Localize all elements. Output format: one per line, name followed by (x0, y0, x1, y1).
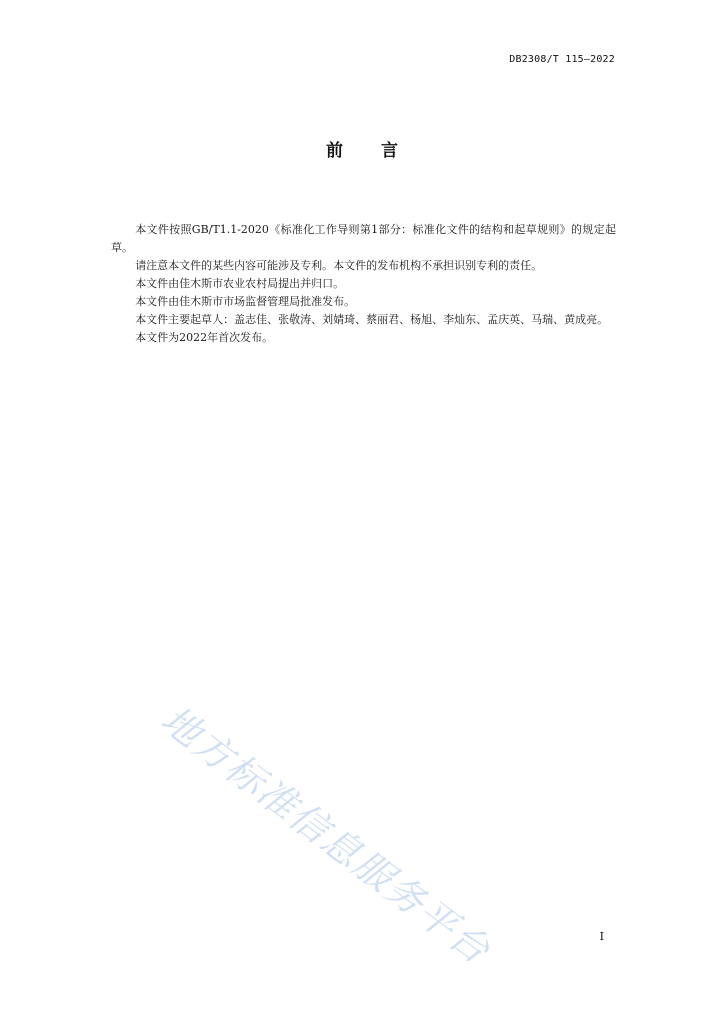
document-code: DB2308/T 115—2022 (509, 54, 615, 65)
watermark-text: 地方标准信息服务平台 (153, 697, 500, 974)
paragraph-first-release: 本文件为2022年首次发布。 (135, 331, 274, 344)
paragraph-drafting-rules: 本文件按照GB/T1.1-2020《标准化工作导则第1部分：标准化文件的结构和起草规则》的规定起草。 (111, 223, 616, 254)
paragraph-proposer: 本文件由佳木斯市农业农村局提出并归口。 (135, 277, 345, 290)
page-number: I (599, 930, 604, 943)
foreword-body (111, 221, 616, 347)
paragraph-approver: 本文件由佳木斯市市场监督管理局批准发布。 (135, 295, 356, 308)
page-title: 前 言 (326, 141, 414, 161)
paragraph-patent-notice: 请注意本文件的某些内容可能涉及专利。本文件的发布机构不承担识别专利的责任。 (135, 259, 543, 272)
paragraph-drafters: 本文件主要起草人：盖志佳、张敬涛、刘婧琦、蔡丽君、杨旭、李灿东、孟庆英、马瑞、黄成亮。 (135, 313, 609, 326)
